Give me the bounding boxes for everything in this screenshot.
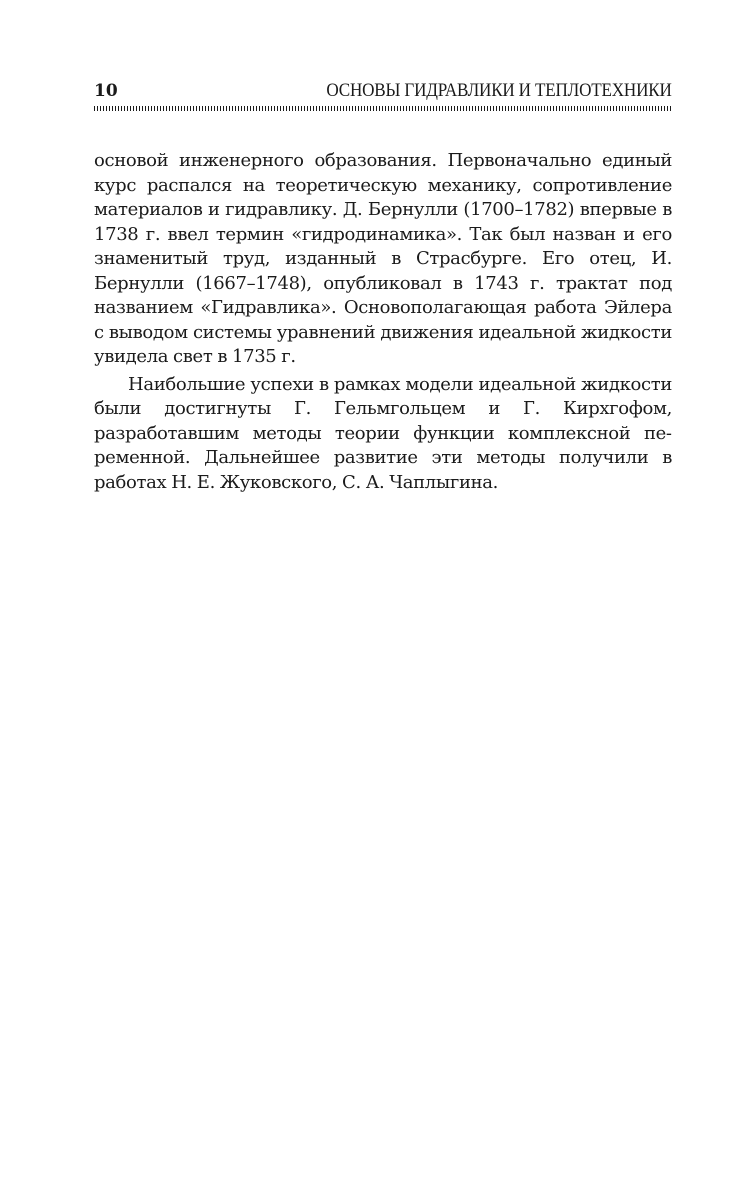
page-number: 10 [94,81,118,101]
body-text [94,149,672,495]
running-header [94,70,672,100]
running-title: ОСНОВЫ ГИДРАВЛИКИ И ТЕПЛОТЕХНИКИ [326,80,672,101]
book-page [94,70,672,495]
header-divider [94,106,672,111]
paragraph-continued: основой инженерного образования. Первоначально единый курс распался на теоретическую механику, сопротивление материалов и гидравлику. Д. Бернулли (1700–1782) впервые в 1738 г. ввел термин «гидродинамика». Так был назван и его знаменитый труд, изданный в Страсбурге. Его отец, И. Бернулли (1667–1748), опубликовал в 1743 г. трактат под названием «Гидравлика». Основополагающая работа Эйлера с выводом системы уравнений движения идеальной жидкости увидела свет в 1735 г. [94,150,672,367]
paragraph: Наибольшие успехи в рамках модели идеальной жидкости были достигнуты Г. Гельмгольцем и Г. Кирхгофом, разработавшим методы теории функции комплексной переменной. Дальнейшее развитие эти методы получили в работах Н. Е. Жуковского, С. А. Чаплыгина. [94,373,672,493]
